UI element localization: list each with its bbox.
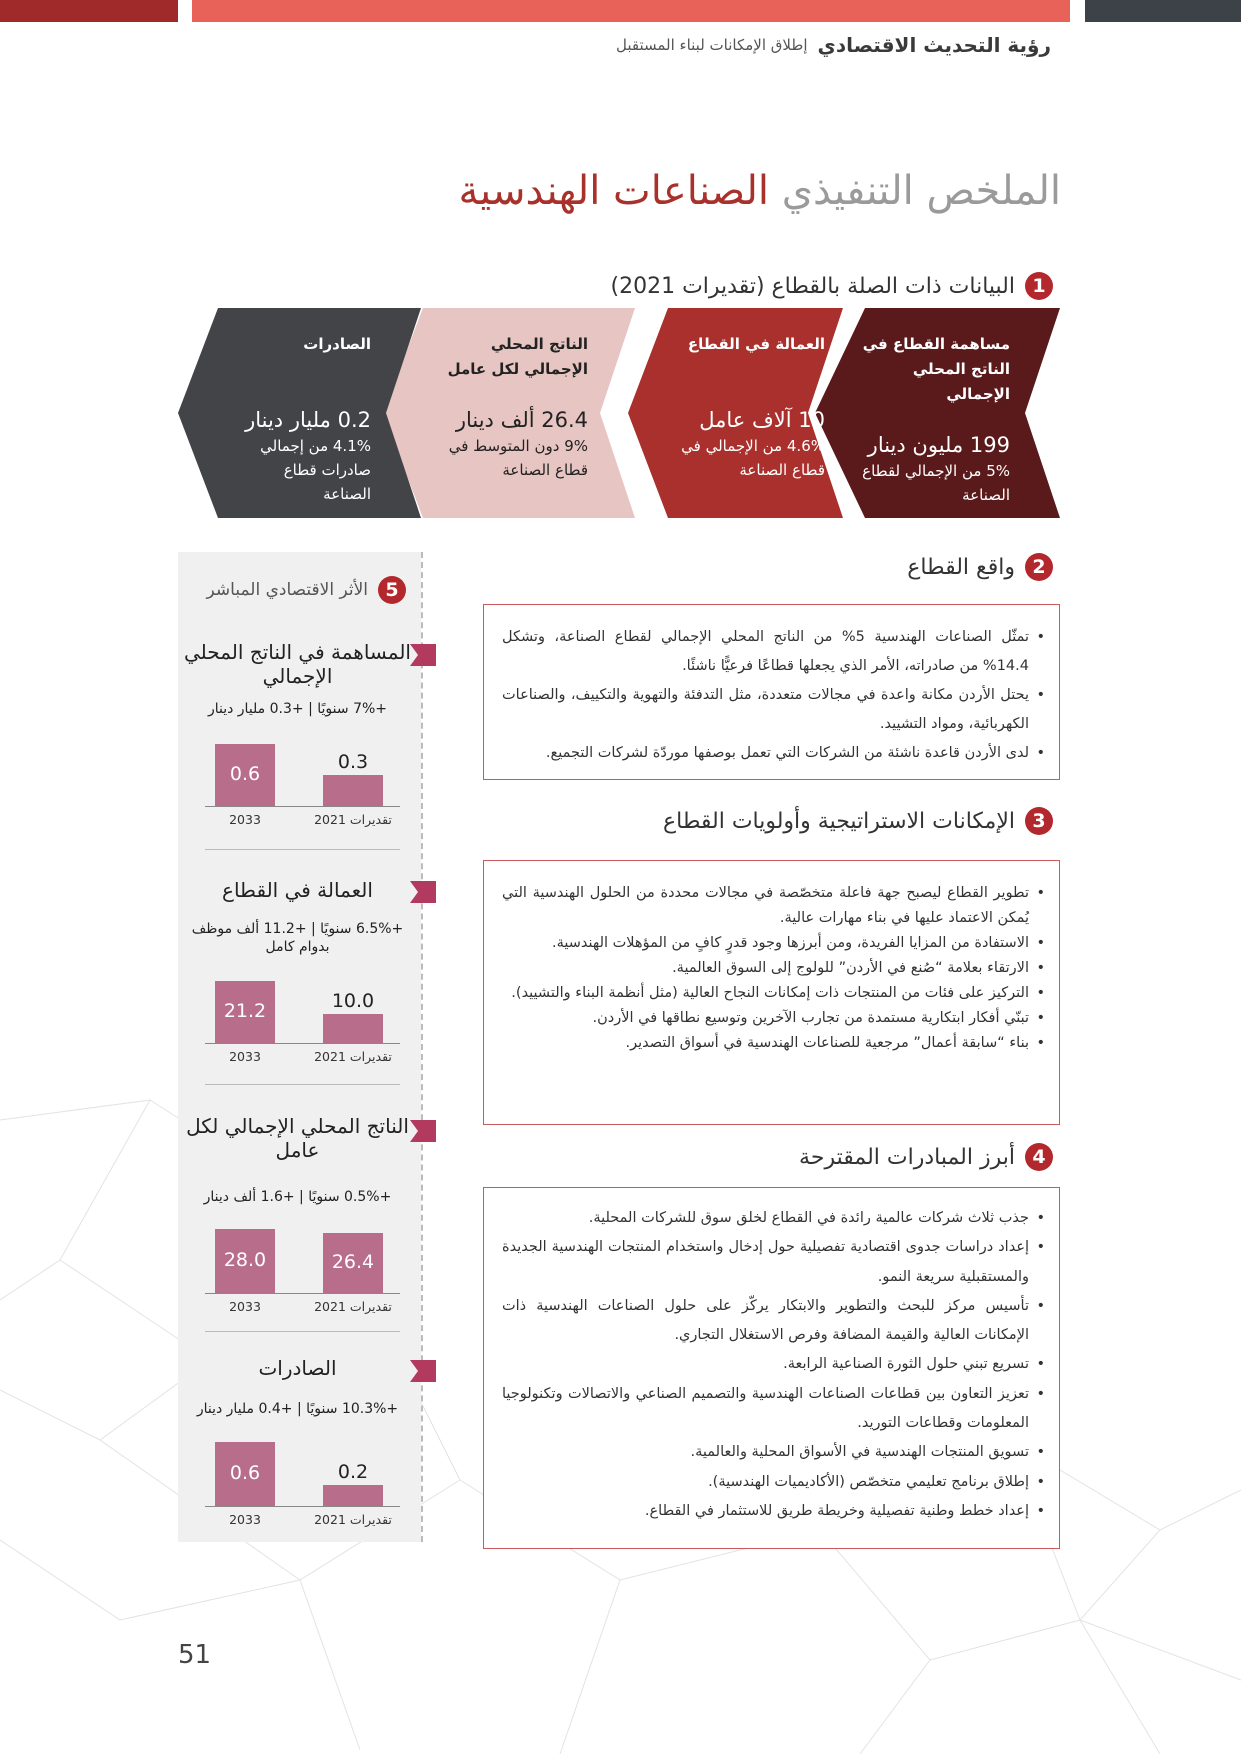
stat-card-exports bbox=[178, 308, 423, 518]
section4-number: 4 bbox=[1025, 1143, 1053, 1171]
section4-label: أبرز المبادرات المقترحة bbox=[799, 1144, 1015, 1170]
list-item: • يحتل الأردن مكانة واعدة في مجالات متعددة، مثل التدفئة والتهوية والتكييف، والصناعات الكهربائية، ومواد التشييد. bbox=[502, 681, 1045, 739]
bar-value-label: 0.3 bbox=[337, 751, 369, 773]
card3-heading: الناتج المحلي الإجمالي لكل عامل bbox=[447, 335, 588, 378]
page-title-part2: الصناعات الهندسية bbox=[458, 168, 770, 214]
header-subtitle: إطلاق الإمكانات لبناء المستقبل bbox=[615, 36, 808, 54]
list-item: • تسريع تبني حلول الثورة الصناعية الرابعة. bbox=[502, 1350, 1045, 1379]
bookmark-tag-icon bbox=[410, 1360, 436, 1382]
x-tick-label: تقديرات 2021 bbox=[314, 1049, 392, 1064]
list-item: • تأسيس مركز للبحث والتطوير والابتكار يركّز على حلول الصناعات الهندسية ذات الإمكانات العالية والقيمة المضافة وفرص الاستغلال التجاري. bbox=[502, 1292, 1045, 1351]
section1-heading bbox=[611, 272, 1054, 300]
section1-number: 1 bbox=[1025, 272, 1053, 300]
chart-title: الناتج المحلي الإجمالي لكل عامل bbox=[186, 1114, 409, 1162]
bar-value-label: 28.0 bbox=[223, 1249, 267, 1271]
chart-subtitle: +6.5% سنويًا | +11.2 ألف موظف بدوام كامل bbox=[191, 921, 404, 955]
page-title bbox=[100, 168, 1061, 214]
section4-heading bbox=[799, 1143, 1053, 1171]
list-item: • الارتقاء بعلامة “صُنع في الأردن” للولوج إلى السوق العالمية. bbox=[502, 956, 1045, 981]
chart-axis bbox=[205, 1043, 400, 1044]
list-item: • بناء “سابقة أعمال” مرجعية للصناعات الهندسية في أسواق التصدير. bbox=[502, 1031, 1045, 1056]
section1-label: البيانات ذات الصلة بالقطاع (تقديرات 2021) bbox=[610, 273, 1015, 299]
list-item: • لدى الأردن قاعدة ناشئة من الشركات التي تعمل بوصفها موردّة لشركات التجميع. bbox=[502, 739, 1045, 768]
card4-value: 0.2 مليار دينار bbox=[245, 408, 371, 432]
bookmark-tag-icon bbox=[410, 644, 436, 666]
header-title: رؤية التحديث الاقتصادي bbox=[817, 33, 1051, 57]
card2-heading: العمالة في القطاع bbox=[687, 335, 825, 353]
top-bar-coral bbox=[192, 0, 1070, 22]
section2-box bbox=[483, 604, 1060, 780]
card4-heading: الصادرات bbox=[303, 335, 371, 353]
dashed-divider bbox=[421, 552, 423, 1542]
card4-detail: 4.1% من إجمالي صادرات قطاع الصناعة bbox=[260, 437, 371, 503]
x-tick-label: 2033 bbox=[229, 1049, 261, 1064]
x-tick-label: تقديرات 2021 bbox=[314, 1512, 392, 1527]
chart-title: الصادرات bbox=[258, 1356, 337, 1380]
bar-value-label: 0.6 bbox=[229, 1462, 261, 1484]
card3-value: 26.4 ألف دينار bbox=[455, 408, 588, 432]
card2-detail: 4.6% من الإجمالي في قطاع الصناعة bbox=[681, 437, 825, 479]
list-item: • الاستفادة من المزايا الفريدة، ومن أبرزها وجود قدرٍ كافٍ من المؤهلات الهندسية. bbox=[502, 931, 1045, 956]
x-tick-label: 2033 bbox=[229, 1512, 261, 1527]
list-item: • إعداد خطط وطنية تفصيلية وخريطة طريق للاستثمار في القطاع. bbox=[502, 1497, 1045, 1526]
section3-heading bbox=[663, 807, 1053, 835]
chart-axis bbox=[205, 1293, 400, 1294]
card1-detail: 5% من الإجمالي لقطاع الصناعة bbox=[862, 462, 1010, 504]
card1-value: 199 مليون دينار bbox=[867, 433, 1010, 457]
top-bar-dark-red bbox=[0, 0, 178, 22]
chart-subtitle: +10.3% سنويًا | +0.4 مليار دينار bbox=[196, 1401, 399, 1417]
section5-label: الأثر الاقتصادي المباشر bbox=[206, 580, 368, 600]
x-tick-label: 2033 bbox=[229, 1299, 261, 1314]
x-tick-label: تقديرات 2021 bbox=[314, 1299, 392, 1314]
bar-value-label: 26.4 bbox=[331, 1251, 375, 1273]
chart-subtitle: +7% سنويًا | +0.3 مليار دينار bbox=[207, 701, 388, 717]
page-number: 51 bbox=[178, 1640, 212, 1670]
section3-label: الإمكانات الاستراتيجية وأولويات القطاع bbox=[663, 808, 1015, 834]
chart-bar bbox=[323, 1014, 383, 1043]
list-item: • إطلاق برنامج تعليمي متخصّص (الأكاديميات الهندسية). bbox=[502, 1468, 1045, 1497]
bar-value-label: 0.2 bbox=[337, 1461, 369, 1483]
chart-axis bbox=[205, 806, 400, 807]
x-tick-label: تقديرات 2021 bbox=[314, 812, 392, 827]
list-item: • تمثّل الصناعات الهندسية 5% من الناتج المحلي الإجمالي لقطاع الصناعة، وتشكل 14.4% من صادراته، الأمر الذي يجعلها قطاعًا فرعيًّا ناشئًا. bbox=[502, 623, 1045, 681]
list-item: • جذب ثلاث شركات عالمية رائدة في القطاع لخلق سوق للشركات المحلية. bbox=[502, 1204, 1045, 1233]
bookmark-tag-icon bbox=[410, 881, 436, 903]
page-title-part1: الملخص التنفيذي bbox=[781, 168, 1061, 214]
list-item: • تبنّي أفكار ابتكارية مستمدة من تجارب الآخرين وتوسيع نطاقها في الأردن. bbox=[502, 1006, 1045, 1031]
chart-axis bbox=[205, 1506, 400, 1507]
list-item: • التركيز على فئات من المنتجات ذات إمكانات النجاح العالية (مثل أنظمة البناء والتشييد). bbox=[502, 981, 1045, 1006]
list-item: • تعزيز التعاون بين قطاعات الصناعات الهندسية والتصميم الصناعي والاتصالات وتكنولوجيا المعلومات وقطاعات التوريد. bbox=[502, 1380, 1045, 1439]
chart-bar bbox=[323, 775, 383, 806]
chart-title: المساهمة في الناتج المحلي الإجمالي bbox=[184, 640, 411, 688]
section2-label: واقع القطاع bbox=[907, 554, 1015, 580]
section3-number: 3 bbox=[1025, 807, 1053, 835]
section3-box bbox=[483, 860, 1060, 1125]
list-item: • تطوير القطاع ليصبح جهة فاعلة متخصّصة في مجالات محددة من الحلول الهندسية التي يُمكن الاعتماد عليها في بناء مهارات عالية. bbox=[502, 881, 1045, 931]
top-bar-charcoal bbox=[1085, 0, 1241, 22]
section5-heading bbox=[207, 576, 406, 604]
bar-value-label: 0.6 bbox=[229, 763, 261, 785]
chart-separator bbox=[205, 1084, 400, 1085]
section4-box bbox=[483, 1187, 1060, 1549]
bookmark-tag-icon bbox=[410, 1120, 436, 1142]
chart-bar bbox=[323, 1485, 383, 1506]
chart-subtitle: +0.5% سنويًا | +1.6 ألف دينار bbox=[203, 1189, 392, 1205]
section5-number: 5 bbox=[378, 576, 406, 604]
list-item: • إعداد دراسات جدوى اقتصادية تفصيلية حول إدخال واستخدام المنتجات الهندسية الجديدة والمستقبلية سريعة النمو. bbox=[502, 1233, 1045, 1292]
chart-separator bbox=[205, 1331, 400, 1332]
page-header bbox=[100, 30, 1051, 60]
card2-value: 10 آلاف عامل bbox=[699, 408, 825, 432]
x-tick-label: 2033 bbox=[229, 812, 261, 827]
card1-heading: مساهمة القطاع في الناتج المحلي الإجمالي bbox=[862, 335, 1010, 403]
chart-title: العمالة في القطاع bbox=[222, 878, 373, 902]
bar-value-label: 10.0 bbox=[331, 990, 375, 1012]
chart-separator bbox=[205, 849, 400, 850]
section2-heading bbox=[907, 553, 1053, 581]
list-item: • تسويق المنتجات الهندسية في الأسواق المحلية والعالمية. bbox=[502, 1438, 1045, 1467]
card3-detail: 9% دون المتوسط في قطاع الصناعة bbox=[448, 437, 588, 479]
stat-card-employment bbox=[628, 308, 873, 518]
bar-value-label: 21.2 bbox=[223, 1000, 267, 1022]
section2-number: 2 bbox=[1025, 553, 1053, 581]
